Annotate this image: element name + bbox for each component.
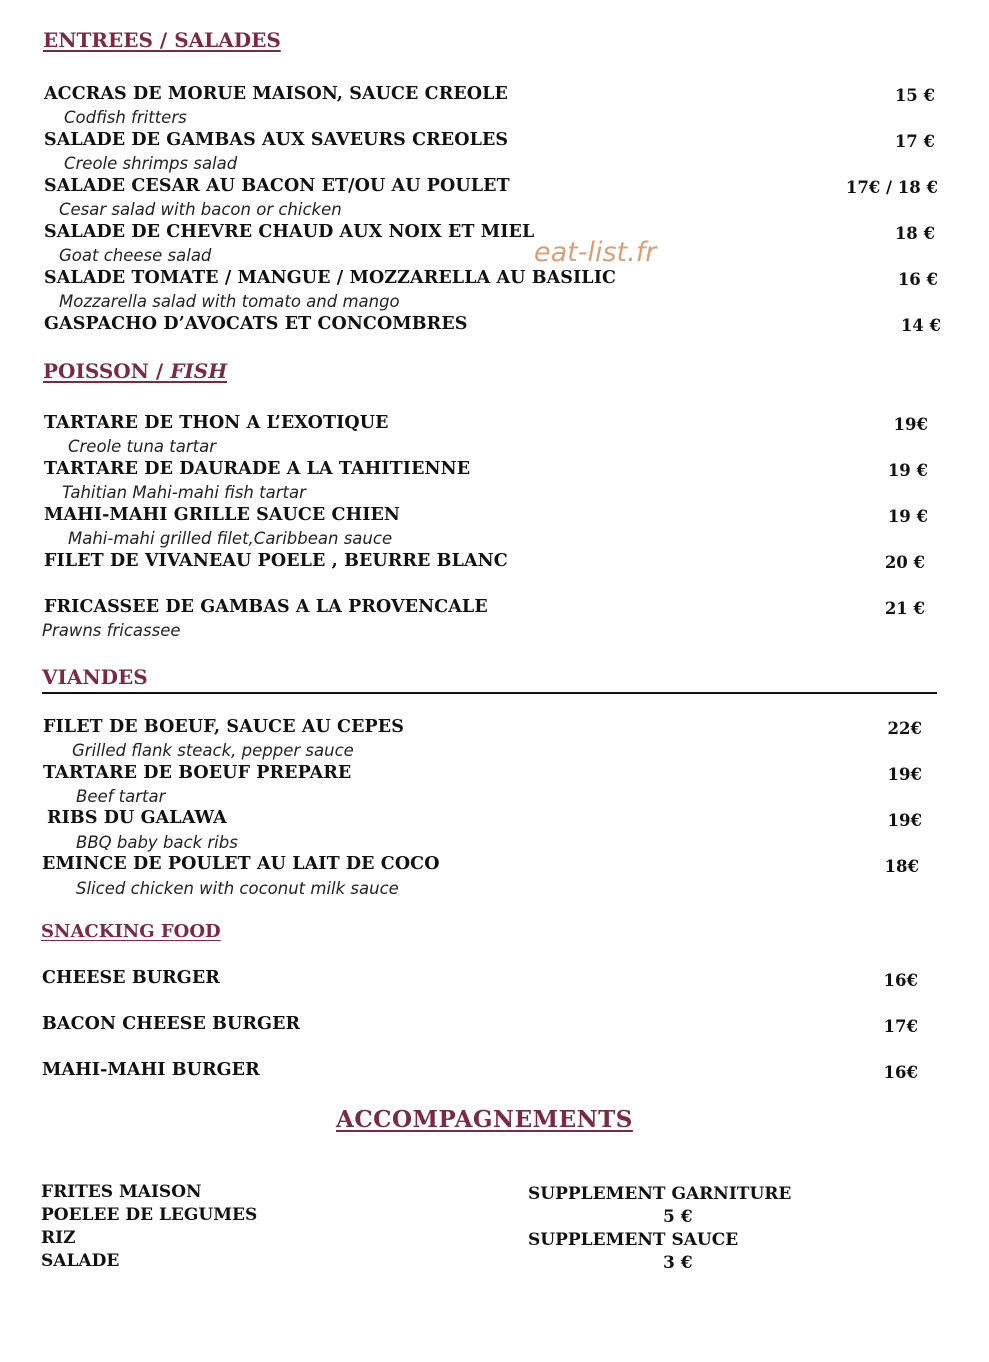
menu-item-description: Goat cheese salad	[59, 246, 212, 265]
menu-item-price: 19€	[887, 765, 922, 784]
menu-item-name: CHEESE BURGER	[42, 968, 220, 988]
supplement-price: 3 €	[663, 1253, 693, 1273]
menu-item-description: Mahi-mahi grilled filet,Caribbean sauce	[68, 529, 393, 548]
menu-item-price: 17€ / 18 €	[845, 178, 938, 197]
menu-item-name: SALADE DE GAMBAS AUX SAVEURS CREOLES	[44, 130, 509, 150]
menu-item-description: Beef tartar	[76, 787, 166, 806]
menu-item-description: Codfish fritters	[64, 108, 187, 127]
menu-item-price: 22€	[887, 719, 922, 738]
menu-item-name: GASPACHO D’AVOCATS ET CONCOMBRES	[44, 314, 468, 334]
menu-item-description: Prawns fricassee	[42, 621, 181, 640]
menu-item-price: 18 €	[894, 224, 935, 243]
supplement-label: SUPPLEMENT SAUCE	[528, 1230, 739, 1250]
menu-item-price: 18€	[884, 857, 919, 876]
menu-item-name: BACON CHEESE BURGER	[42, 1014, 301, 1034]
menu-item-price: 20 €	[884, 553, 925, 572]
menu-item-price: 19 €	[887, 507, 928, 526]
menu-item-name: RIBS DU GALAWA	[47, 808, 227, 828]
menu-item-price: 17€	[883, 1017, 918, 1036]
section-title-italic: FISH	[170, 359, 228, 383]
menu-item-name: FILET DE VIVANEAU POELE , BEURRE BLANC	[44, 551, 508, 571]
menu-item-price: 16 €	[897, 270, 938, 289]
side-item: FRITES MAISON	[41, 1182, 202, 1202]
section-title-main: POISSON /	[43, 359, 171, 383]
menu-item-name: TARTARE DE DAURADE A LA TAHITIENNE	[44, 459, 471, 479]
menu-item-name: FILET DE BOEUF, SAUCE AU CEPES	[43, 717, 404, 737]
menu-item-price: 17 €	[894, 132, 935, 151]
menu-item-price: 15 €	[894, 86, 935, 105]
section-title-poisson	[43, 359, 227, 383]
menu-item-price: 19€	[887, 811, 922, 830]
menu-item-name: MAHI-MAHI GRILLE SAUCE CHIEN	[44, 505, 401, 525]
menu-item-description: Cesar salad with bacon or chicken	[59, 200, 342, 219]
menu-item-name: SALADE DE CHEVRE CHAUD AUX NOIX ET MIEL	[44, 222, 535, 242]
menu-item-description: Tahitian Mahi-mahi fish tartar	[62, 483, 306, 502]
menu-item-name: SALADE CESAR AU BACON ET/OU AU POULET	[44, 176, 510, 196]
supplement-price: 5 €	[663, 1207, 693, 1227]
menu-item-price: 19€	[893, 415, 928, 434]
menu-item-price: 16€	[883, 971, 918, 990]
menu-item-name: MAHI-MAHI BURGER	[42, 1060, 260, 1080]
menu-item-name: EMINCE DE POULET AU LAIT DE COCO	[42, 854, 440, 874]
supplement-label: SUPPLEMENT GARNITURE	[528, 1184, 792, 1204]
menu-item-name: TARTARE DE THON A L’EXOTIQUE	[44, 413, 389, 433]
section-title-accompagnements: ACCOMPAGNEMENTS	[336, 1106, 633, 1133]
menu-item-description: Creole tuna tartar	[68, 437, 217, 456]
menu-item-name: ACCRAS DE MORUE MAISON, SAUCE CREOLE	[44, 84, 508, 104]
menu-item-description: Sliced chicken with coconut milk sauce	[76, 879, 399, 898]
menu-item-price: 21 €	[884, 599, 925, 618]
menu-item-name: SALADE TOMATE / MANGUE / MOZZARELLA AU BASILIC	[44, 268, 617, 288]
menu-item-description: BBQ baby back ribs	[76, 833, 238, 852]
section-divider	[42, 692, 937, 694]
section-title-snacking: SNACKING FOOD	[41, 921, 221, 942]
side-item: POELEE DE LEGUMES	[41, 1205, 258, 1225]
side-item: RIZ	[41, 1228, 76, 1248]
section-title-viandes: VIANDES	[42, 665, 148, 689]
menu-item-name: FRICASSEE DE GAMBAS A LA PROVENCALE	[44, 597, 488, 617]
section-title-entrees: ENTREES / SALADES	[43, 28, 281, 52]
menu-item-description: Creole shrimps salad	[64, 154, 238, 173]
watermark-text: eat-list.fr	[534, 237, 657, 268]
menu-item-price: 16€	[883, 1063, 918, 1082]
menu-item-price: 14 €	[900, 316, 941, 335]
menu-item-name: TARTARE DE BOEUF PREPARE	[43, 763, 352, 783]
menu-item-description: Grilled flank steack, pepper sauce	[72, 741, 354, 760]
menu-item-price: 19 €	[887, 461, 928, 480]
menu-item-description: Mozzarella salad with tomato and mango	[59, 292, 400, 311]
side-item: SALADE	[41, 1251, 120, 1271]
